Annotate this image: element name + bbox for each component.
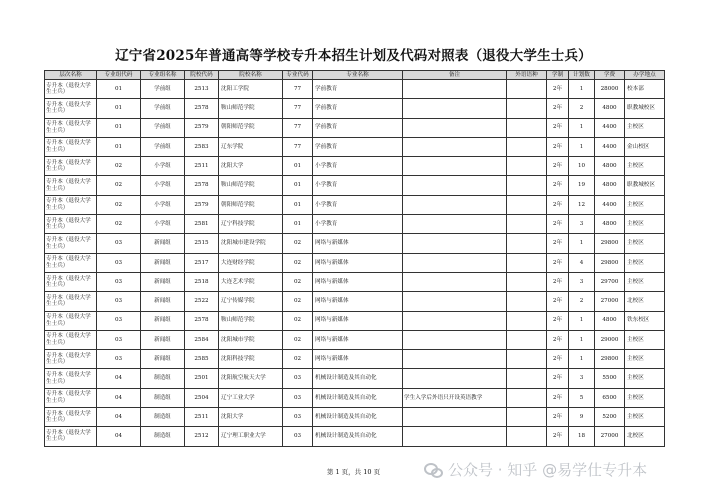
table-cell: 学前组 [141,118,185,137]
table-cell: 主校区 [625,118,665,137]
table-cell: 12 [569,195,595,214]
table-cell: 专升本（退役大学生士兵） [45,330,97,349]
table-cell: 学生入学后外语只开设英语教学 [403,388,507,407]
table-row [45,408,665,427]
table-cell: 02 [97,157,141,176]
table-cell: 2583 [185,137,219,156]
table-cell: 沈阳城市学院 [219,330,283,349]
table-cell: 1 [569,137,595,156]
table-cell: 新闻组 [141,350,185,369]
table-cell [507,292,547,311]
table-cell: 3 [569,369,595,388]
table-row [45,157,665,176]
table-cell: 03 [97,311,141,330]
table-cell: 1 [569,118,595,137]
table-cell: 27000 [595,427,625,446]
table-cell: 机械设计制造及其自动化 [313,408,403,427]
column-header: 专业组代码 [97,71,141,80]
table-row [45,195,665,214]
table-row [45,369,665,388]
table-cell: 小学教育 [313,157,403,176]
column-header: 专业代码 [283,71,313,80]
table-cell: 主校区 [625,215,665,234]
table-cell: 专升本（退役大学生士兵） [45,118,97,137]
table-cell: 01 [283,195,313,214]
table-cell: 沈阳大学 [219,408,283,427]
table-cell [403,311,507,330]
table-cell: 2501 [185,369,219,388]
table-cell [403,195,507,214]
table-cell: 2年 [547,408,569,427]
wechat-icon [424,462,442,477]
table-cell: 专升本（退役大学生士兵） [45,157,97,176]
table-cell: 沈阳科技学院 [219,350,283,369]
table-cell: 04 [97,408,141,427]
table-row [45,137,665,156]
table-cell: 主校区 [625,253,665,272]
table-cell [507,137,547,156]
table-cell: 27000 [595,292,625,311]
table-cell: 29700 [595,272,625,291]
table-row [45,272,665,291]
watermark-text: 公众号 · 知乎 @易学仕专升本 [448,460,648,479]
table-cell: 专升本（退役大学生士兵） [45,292,97,311]
table-cell: 03 [97,330,141,349]
table-cell: 小学教育 [313,176,403,195]
table-cell: 新闻组 [141,311,185,330]
table-cell: 网络与新媒体 [313,234,403,253]
table-row [45,330,665,349]
table-cell: 主校区 [625,350,665,369]
table-cell: 主校区 [625,234,665,253]
table-cell: 01 [97,137,141,156]
table-cell: 主校区 [625,388,665,407]
table-cell: 职教城校区 [625,99,665,118]
table-cell: 辽宁理工职业大学 [219,427,283,446]
table-cell: 沈阳航空航天大学 [219,369,283,388]
table-cell: 2年 [547,234,569,253]
table-cell: 大连艺术学院 [219,272,283,291]
table-cell: 网络与新媒体 [313,253,403,272]
table-cell: 网络与新媒体 [313,292,403,311]
table-cell: 10 [569,157,595,176]
table-cell: 02 [283,350,313,369]
table-cell: 专升本（退役大学生士兵） [45,311,97,330]
table-cell: 专升本（退役大学生士兵） [45,215,97,234]
table-cell: 2年 [547,215,569,234]
table-cell: 沈阳大学 [219,157,283,176]
table-cell: 制造组 [141,408,185,427]
table-cell: 2579 [185,118,219,137]
table-cell: 02 [283,253,313,272]
table-cell [403,80,507,99]
table-cell: 03 [283,388,313,407]
table-cell: 02 [283,330,313,349]
table-cell: 主校区 [625,408,665,427]
table-cell: 制造组 [141,427,185,446]
table-cell: 专升本（退役大学生士兵） [45,137,97,156]
table-cell: 2518 [185,272,219,291]
table-cell: 2年 [547,311,569,330]
watermark [424,458,647,480]
table-cell: 3 [569,215,595,234]
table-cell: 02 [283,292,313,311]
table-body [45,80,665,447]
table-cell [507,369,547,388]
table-cell: 2年 [547,388,569,407]
table-cell: 新闻组 [141,272,185,291]
column-header: 专业名称 [313,71,403,80]
table-cell: 制造组 [141,369,185,388]
table-cell: 4 [569,253,595,272]
table-cell: 学前组 [141,80,185,99]
table-cell: 4400 [595,118,625,137]
table-cell: 1 [569,330,595,349]
table-cell: 02 [283,311,313,330]
table-cell: 2年 [547,253,569,272]
table-cell: 04 [97,427,141,446]
table-cell: 01 [97,118,141,137]
table-cell: 机械设计制造及其自动化 [313,388,403,407]
table-cell: 2513 [185,80,219,99]
table-cell: 学前教育 [313,118,403,137]
table-cell: 9 [569,408,595,427]
table-cell: 2581 [185,215,219,234]
table-cell [403,118,507,137]
table-cell: 4800 [595,215,625,234]
table-cell: 6500 [595,388,625,407]
table-cell: 制造组 [141,388,185,407]
table-cell: 18 [569,427,595,446]
table-cell: 2511 [185,408,219,427]
table-cell: 1 [569,311,595,330]
table-cell: 主校区 [625,330,665,349]
table-cell: 03 [283,408,313,427]
table-cell: 专升本（退役大学生士兵） [45,427,97,446]
table-cell: 29800 [595,253,625,272]
table-cell: 2585 [185,350,219,369]
table-cell: 沈阳工学院 [219,80,283,99]
table-cell: 2年 [547,427,569,446]
page-title: 辽宁省2025年普通高等学校专升本招生计划及代码对照表（退役大学生士兵） [115,48,592,64]
table-cell [403,369,507,388]
table-cell [403,272,507,291]
table-cell [403,234,507,253]
table-cell: 2517 [185,253,219,272]
table-cell: 2579 [185,195,219,214]
table-cell [507,408,547,427]
table-cell: 新闻组 [141,234,185,253]
table-cell: 专升本（退役大学生士兵） [45,350,97,369]
table-cell [403,176,507,195]
table-cell: 网络与新媒体 [313,350,403,369]
table-cell [507,195,547,214]
table-cell: 新闻组 [141,253,185,272]
table-cell: 北校区 [625,427,665,446]
table-cell: 鞍山师范学院 [219,176,283,195]
table-row [45,292,665,311]
table-cell: 2年 [547,350,569,369]
table-cell: 小学组 [141,195,185,214]
column-header: 外语语种 [507,71,547,80]
table-cell: 2年 [547,195,569,214]
table-cell: 03 [97,253,141,272]
table-cell: 学前教育 [313,80,403,99]
table-cell: 主校区 [625,272,665,291]
table-row [45,311,665,330]
table-cell: 2511 [185,157,219,176]
table-cell [507,157,547,176]
table-cell: 专升本（退役大学生士兵） [45,176,97,195]
table-cell: 校本部 [625,80,665,99]
table-cell: 小学组 [141,157,185,176]
column-header: 院校代码 [185,71,219,80]
table-cell: 2504 [185,388,219,407]
table-cell: 机械设计制造及其自动化 [313,427,403,446]
table-row [45,350,665,369]
table-cell: 2年 [547,330,569,349]
table-cell: 金山校区 [625,137,665,156]
table-row [45,80,665,99]
table-cell: 02 [283,272,313,291]
table-cell [507,215,547,234]
table-cell: 主校区 [625,157,665,176]
table-cell: 小学组 [141,215,185,234]
table-cell: 01 [97,99,141,118]
column-header: 专业组名称 [141,71,185,80]
table-cell: 5500 [595,369,625,388]
table-cell [507,99,547,118]
column-header: 办学地点 [625,71,665,80]
table-cell: 新闻组 [141,292,185,311]
table-cell [507,234,547,253]
table-cell: 29800 [595,350,625,369]
table-row [45,215,665,234]
table-cell: 03 [97,350,141,369]
table-cell: 辽宁工业大学 [219,388,283,407]
table-row [45,253,665,272]
table-cell [403,99,507,118]
table-cell: 02 [97,215,141,234]
table-cell [403,408,507,427]
table-cell: 4800 [595,157,625,176]
table-cell: 学前组 [141,99,185,118]
table-cell: 2515 [185,234,219,253]
table-cell [507,80,547,99]
table-cell: 2年 [547,137,569,156]
table-cell [507,253,547,272]
table-cell: 02 [97,195,141,214]
table-cell: 03 [283,369,313,388]
table-cell: 3 [569,272,595,291]
table-cell: 2年 [547,369,569,388]
table-cell: 沈阳城市建设学院 [219,234,283,253]
table-cell: 5200 [595,408,625,427]
column-header: 学制 [547,71,569,80]
table-cell: 新闻组 [141,330,185,349]
table-cell: 网络与新媒体 [313,272,403,291]
table-cell: 2年 [547,272,569,291]
table-cell [507,388,547,407]
table-cell [403,157,507,176]
table-cell: 专升本（退役大学生士兵） [45,408,97,427]
table-cell: 03 [97,234,141,253]
table-cell: 学前教育 [313,137,403,156]
table-cell: 2512 [185,427,219,446]
table-cell: 77 [283,137,313,156]
table-row [45,118,665,137]
table-cell: 2522 [185,292,219,311]
table-cell [507,330,547,349]
table-cell: 鞍山师范学院 [219,99,283,118]
table-cell: 4400 [595,195,625,214]
table-cell: 4800 [595,99,625,118]
table-cell: 2年 [547,176,569,195]
table-header-row [45,71,665,80]
table-cell: 02 [283,234,313,253]
table-cell: 机械设计制造及其自动化 [313,369,403,388]
table-cell: 大连财经学院 [219,253,283,272]
table-row [45,388,665,407]
table-cell: 2578 [185,176,219,195]
table-cell: 辽东学院 [219,137,283,156]
table-cell: 01 [283,176,313,195]
table-cell: 2年 [547,292,569,311]
table-cell: 01 [97,80,141,99]
column-header: 备注 [403,71,507,80]
table-cell: 1 [569,80,595,99]
table-cell: 铁东校区 [625,311,665,330]
table-cell: 网络与新媒体 [313,311,403,330]
table-cell: 学前组 [141,137,185,156]
table-cell: 5 [569,388,595,407]
table-cell: 29800 [595,234,625,253]
column-header: 计划数 [569,71,595,80]
table-cell: 鞍山师范学院 [219,311,283,330]
table-cell: 01 [283,215,313,234]
table-cell: 03 [97,272,141,291]
enrollment-table [44,70,665,447]
table-cell [403,253,507,272]
table-cell: 2578 [185,99,219,118]
table-cell [507,427,547,446]
table-cell: 职教城校区 [625,176,665,195]
table-cell: 77 [283,80,313,99]
table-cell: 辽宁传媒学院 [219,292,283,311]
table-cell: 2584 [185,330,219,349]
table-cell: 专升本（退役大学生士兵） [45,272,97,291]
table-cell: 北校区 [625,292,665,311]
table-cell: 4800 [595,311,625,330]
table-cell: 辽宁科技学院 [219,215,283,234]
table-cell: 2年 [547,118,569,137]
table-cell [507,272,547,291]
column-header: 层次名称 [45,71,97,80]
table-cell: 03 [283,427,313,446]
table-cell: 专升本（退役大学生士兵） [45,195,97,214]
table-cell: 02 [97,176,141,195]
table-cell [403,330,507,349]
table-cell: 4800 [595,176,625,195]
table-cell: 2年 [547,157,569,176]
table-cell: 专升本（退役大学生士兵） [45,253,97,272]
table-cell [403,137,507,156]
table-cell: 4400 [595,137,625,156]
table-cell: 2 [569,292,595,311]
table-cell: 专升本（退役大学生士兵） [45,234,97,253]
table-cell: 小学教育 [313,215,403,234]
table-cell: 2 [569,99,595,118]
table-cell: 19 [569,176,595,195]
table-cell [507,311,547,330]
table-cell: 朝阳师范学院 [219,118,283,137]
table-cell [507,350,547,369]
table-row [45,99,665,118]
page-footer: 第 1 页，共 10 页 [326,468,381,476]
table-cell: 朝阳师范学院 [219,195,283,214]
table-cell [507,118,547,137]
table-cell: 小学教育 [313,195,403,214]
table-cell: 专升本（退役大学生士兵） [45,99,97,118]
table-cell: 2年 [547,80,569,99]
table-row [45,234,665,253]
table-cell: 主校区 [625,195,665,214]
table-cell: 03 [97,292,141,311]
table-cell: 04 [97,369,141,388]
table-cell: 主校区 [625,369,665,388]
column-header: 学费 [595,71,625,80]
table-cell: 2578 [185,311,219,330]
table-cell: 01 [283,157,313,176]
table-cell [403,427,507,446]
table-cell [507,176,547,195]
table-cell: 28000 [595,80,625,99]
table-cell [403,350,507,369]
table-row [45,427,665,446]
table-cell: 专升本（退役大学生士兵） [45,388,97,407]
table-cell: 小学组 [141,176,185,195]
table-cell: 专升本（退役大学生士兵） [45,369,97,388]
table-cell [403,292,507,311]
table-cell: 04 [97,388,141,407]
table-cell: 1 [569,234,595,253]
table-cell [403,215,507,234]
table-cell: 77 [283,118,313,137]
table-cell: 学前教育 [313,99,403,118]
column-header: 院校名称 [219,71,283,80]
table-cell: 2年 [547,99,569,118]
table-cell: 29000 [595,330,625,349]
table-cell: 77 [283,99,313,118]
table-row [45,176,665,195]
table-cell: 网络与新媒体 [313,330,403,349]
table-cell: 专升本（退役大学生士兵） [45,80,97,99]
table-cell: 1 [569,350,595,369]
